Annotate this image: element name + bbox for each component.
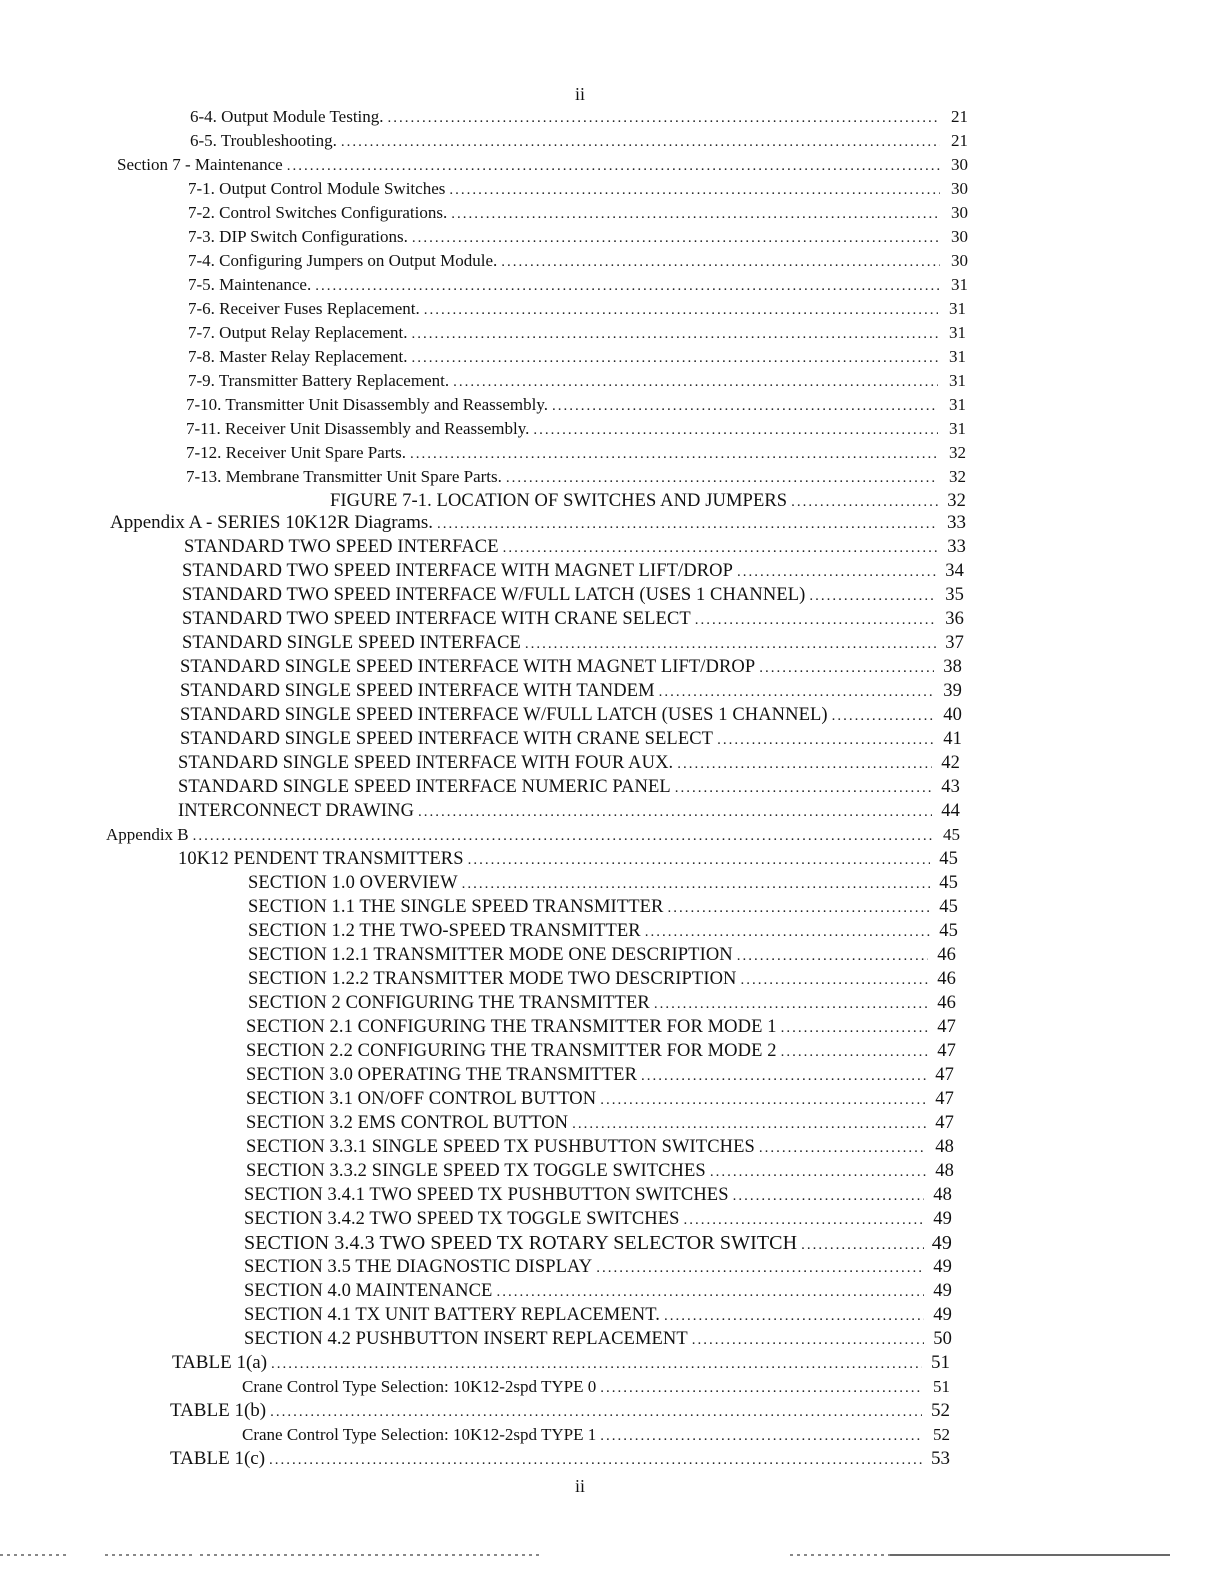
dot-leader: [600, 1089, 926, 1111]
dot-leader: [684, 1209, 924, 1231]
toc-entry-page: 51: [933, 1377, 950, 1396]
toc-entry: [172, 1352, 950, 1374]
toc-entry-page: 31: [951, 275, 968, 294]
toc-entry-page: 41: [943, 729, 962, 749]
header-page-number: ii: [574, 84, 585, 104]
toc-entry-page: 32: [949, 443, 966, 462]
toc-entry: [180, 680, 962, 702]
toc-entry: [248, 944, 956, 966]
dot-leader: [733, 1185, 924, 1207]
toc-entry-page: 32: [949, 467, 966, 486]
dot-leader: [451, 203, 940, 225]
toc-entry: [182, 584, 964, 606]
dot-leader: [410, 443, 938, 465]
dot-leader: [664, 1305, 924, 1327]
toc-entry-page: 31: [949, 299, 966, 318]
toc-entry-page: 35: [945, 585, 964, 605]
toc-entry: [178, 776, 960, 798]
toc-entry-page: 45: [943, 825, 960, 844]
toc-entry-page: 31: [949, 371, 966, 390]
toc-entry-page: 31: [949, 419, 966, 438]
dot-leader: [193, 825, 932, 847]
toc-entry-label: Crane Control Type Selection: 10K12-2spd TYPE 1: [242, 1425, 597, 1444]
toc-entry-label: STANDARD TWO SPEED INTERFACE WITH CRANE SELECT: [182, 609, 691, 629]
toc-entry-label: 10K12 PENDENT TRANSMITTERS: [178, 849, 464, 869]
toc-entry-label: 7-12. Receiver Unit Spare Parts.: [186, 443, 406, 462]
toc-entry-page: 38: [943, 657, 962, 677]
dot-leader: [496, 1281, 924, 1303]
toc-entry: [178, 800, 960, 822]
dot-leader: [412, 227, 940, 249]
toc-entry-label: STANDARD TWO SPEED INTERFACE W/FULL LATCH (USES 1 CHANNEL): [182, 585, 806, 605]
toc-entry-label: SECTION 4.2 PUSHBUTTON INSERT REPLACEMENT: [244, 1329, 688, 1349]
toc-entry-label: STANDARD TWO SPEED INTERFACE WITH MAGNET LIFT/DROP: [182, 561, 733, 581]
toc-entry-label: 7-1. Output Control Module Switches: [188, 179, 446, 198]
toc-entry-label: 7-2. Control Switches Configurations.: [188, 203, 448, 222]
toc-entry-label: Section 7 - Maintenance: [117, 155, 283, 174]
toc-entry: [182, 560, 964, 582]
toc-entry: [188, 322, 966, 344]
dot-leader: [809, 585, 936, 607]
toc-entry-label: SECTION 1.2.1 TRANSMITTER MODE ONE DESCRIPTION: [248, 945, 733, 965]
toc-entry: [188, 250, 968, 272]
toc-entry-page: 40: [943, 705, 962, 725]
dot-leader: [710, 1161, 926, 1183]
toc-entry-label: TABLE 1(c): [170, 1448, 266, 1469]
dot-leader: [781, 1017, 928, 1039]
dot-leader: [418, 801, 932, 823]
dot-leader: [801, 1234, 924, 1256]
dot-leader: [737, 561, 936, 583]
dot-leader: [572, 1113, 926, 1135]
toc-entry: [244, 1304, 952, 1326]
toc-entry: [186, 466, 966, 488]
toc-entry: [246, 1112, 954, 1134]
toc-entry: [182, 632, 964, 654]
toc-entry-page: 42: [941, 753, 960, 773]
toc-entry: [184, 536, 966, 558]
toc-entry: [190, 130, 968, 152]
toc-entry-label: SECTION 3.4.2 TWO SPEED TX TOGGLE SWITCHES: [244, 1209, 680, 1229]
toc-entry: [188, 178, 968, 200]
toc-entry: [244, 1184, 952, 1206]
dot-leader: [525, 633, 936, 655]
dot-leader: [271, 1353, 922, 1375]
toc-entry: [188, 298, 966, 320]
toc-entry-page: 47: [937, 1041, 956, 1061]
dot-leader: [412, 323, 938, 345]
toc-entry: [242, 1424, 950, 1446]
toc-entry-label: Appendix B: [106, 825, 189, 844]
toc-entry: [246, 1136, 954, 1158]
toc-entry-page: 46: [937, 993, 956, 1013]
toc-entry-label: SECTION 3.5 THE DIAGNOSTIC DISPLAY: [244, 1257, 593, 1277]
toc-entry-label: SECTION 3.1 ON/OFF CONTROL BUTTON: [246, 1089, 597, 1109]
toc-entry-label: 7-10. Transmitter Unit Disassembly and Reassembly.: [186, 395, 549, 414]
toc-entry-page: 30: [951, 227, 968, 246]
toc-entry: [246, 1160, 954, 1182]
dot-leader: [412, 347, 938, 369]
toc-entry: [244, 1232, 952, 1254]
toc-entry-page: 50: [933, 1329, 952, 1349]
toc-entry-page: 52: [931, 1400, 950, 1421]
toc-entry-label: STANDARD SINGLE SPEED INTERFACE WITH TANDEM: [180, 681, 655, 701]
dot-leader: [437, 513, 938, 535]
dot-leader: [315, 275, 940, 297]
toc-entry-label: STANDARD SINGLE SPEED INTERFACE: [182, 633, 521, 653]
toc-entry-label: 6-5. Troubleshooting.: [190, 131, 337, 150]
toc-entry-page: 44: [941, 801, 960, 821]
toc-entry-label: FIGURE 7-1. LOCATION OF SWITCHES AND JUMPERS: [330, 491, 788, 511]
dot-leader: [341, 131, 940, 153]
toc-entry-label: SECTION 1.2 THE TWO-SPEED TRANSMITTER: [248, 921, 641, 941]
toc-entry-page: 51: [931, 1352, 950, 1373]
toc-entry-label: SECTION 3.3.2 SINGLE SPEED TX TOGGLE SWITCHES: [246, 1161, 706, 1181]
toc-entry: [178, 752, 960, 774]
dot-leader: [269, 1449, 922, 1471]
toc-entry: [186, 394, 966, 416]
toc-entry: [248, 968, 956, 990]
toc-entry: [170, 1400, 950, 1422]
toc-entry-page: 45: [939, 873, 958, 893]
scan-speck: [890, 1554, 1170, 1556]
toc-entry-page: 30: [951, 203, 968, 222]
toc-entry-label: INTERCONNECT DRAWING: [178, 801, 415, 821]
footer-page-number: ii: [574, 1476, 585, 1496]
toc-entry-label: 7-7. Output Relay Replacement.: [188, 323, 408, 342]
toc-entry: [188, 202, 968, 224]
toc-entry: [188, 226, 968, 248]
dot-leader: [781, 1041, 928, 1063]
toc-entry: [246, 1088, 954, 1110]
toc-entry: [246, 1016, 956, 1038]
toc-entry-page: 49: [933, 1305, 952, 1325]
dot-leader: [695, 609, 936, 631]
toc-entry-page: 21: [951, 107, 968, 126]
toc-entry-label: 6-4. Output Module Testing.: [190, 107, 384, 126]
toc-entry: [188, 274, 968, 296]
dot-leader: [533, 419, 938, 441]
dot-leader: [501, 251, 940, 273]
dot-leader: [270, 1401, 922, 1423]
scan-speck: [105, 1554, 195, 1556]
toc-entry-label: SECTION 4.0 MAINTENANCE: [244, 1281, 493, 1301]
toc-entry-page: 31: [949, 347, 966, 366]
toc-entry: [330, 490, 966, 512]
dot-leader: [692, 1329, 924, 1351]
dot-leader: [453, 371, 938, 393]
dot-leader: [468, 849, 930, 871]
toc-entry-label: SECTION 4.1 TX UNIT BATTERY REPLACEMENT.: [244, 1305, 660, 1325]
dot-leader: [832, 705, 934, 727]
toc-entry: [190, 106, 968, 128]
toc-entry: [244, 1328, 952, 1350]
toc-entry-page: 32: [947, 491, 966, 511]
toc-entry: [242, 1376, 950, 1398]
dot-leader: [462, 873, 930, 895]
toc-entry-page: 37: [945, 633, 964, 653]
toc-entry: [186, 442, 966, 464]
toc-entry-page: 48: [935, 1161, 954, 1181]
scan-speck: [790, 1554, 890, 1556]
toc-entry: [248, 920, 958, 942]
toc-entry: [188, 370, 966, 392]
toc-entry-page: 43: [941, 777, 960, 797]
toc-entry-label: TABLE 1(b): [170, 1400, 267, 1421]
toc-entry-page: 47: [935, 1113, 954, 1133]
dot-leader: [287, 155, 940, 177]
dot-leader: [596, 1257, 924, 1279]
toc-entry-page: 49: [933, 1281, 952, 1301]
toc-entry: [248, 992, 956, 1014]
toc-entry: [106, 824, 960, 846]
toc-entry-label: 7-5. Maintenance.: [188, 275, 312, 294]
toc-entry-page: 33: [947, 512, 966, 533]
toc-entry-label: Crane Control Type Selection: 10K12-2spd TYPE 0: [242, 1377, 597, 1396]
toc-entry-label: 7-4. Configuring Jumpers on Output Module.: [188, 251, 498, 270]
toc-entry: [180, 728, 962, 750]
toc-entry-page: 21: [951, 131, 968, 150]
toc-entry: [186, 418, 966, 440]
toc-entry-page: 39: [943, 681, 962, 701]
toc-entry: [244, 1208, 952, 1230]
toc-entry: [248, 872, 958, 894]
toc-entry-page: 33: [947, 537, 966, 557]
toc-entry: [248, 896, 958, 918]
toc-entry-label: 7-13. Membrane Transmitter Unit Spare Parts.: [186, 467, 502, 486]
toc-entry-label: 7-8. Master Relay Replacement.: [188, 347, 408, 366]
toc-entry-label: STANDARD TWO SPEED INTERFACE: [184, 537, 499, 557]
dot-leader: [654, 993, 928, 1015]
toc-entry: [117, 154, 968, 176]
toc-entry: [178, 848, 958, 870]
toc-entry-label: 7-9. Transmitter Battery Replacement.: [188, 371, 450, 390]
toc-entry: [180, 656, 962, 678]
scan-edge-artifacts: [0, 1554, 1224, 1558]
toc-entry-page: 31: [949, 395, 966, 414]
dot-leader: [667, 897, 930, 919]
dot-leader: [791, 491, 938, 513]
dot-leader: [449, 179, 940, 201]
dot-leader: [759, 657, 934, 679]
dot-leader: [659, 681, 934, 703]
dot-leader: [552, 395, 938, 417]
dot-leader: [503, 537, 938, 559]
dot-leader: [677, 753, 932, 775]
toc-entry-page: 34: [945, 561, 964, 581]
toc-entry: [170, 1448, 950, 1470]
dot-leader: [741, 969, 928, 991]
scan-speck: [200, 1554, 540, 1556]
toc-entry-page: 47: [935, 1089, 954, 1109]
toc-entry-page: 46: [937, 945, 956, 965]
toc-entry-page: 45: [939, 849, 958, 869]
toc-entry: [246, 1064, 954, 1086]
toc-entry-page: 48: [935, 1137, 954, 1157]
toc-entry-label: STANDARD SINGLE SPEED INTERFACE WITH MAGNET LIFT/DROP: [180, 657, 756, 677]
toc-entry: [188, 346, 966, 368]
scan-speck: [0, 1554, 70, 1556]
toc-entry: [246, 1040, 956, 1062]
dot-leader: [600, 1425, 922, 1447]
toc-entry-label: 7-11. Receiver Unit Disassembly and Reassembly.: [186, 419, 530, 438]
toc-entry-page: 31: [949, 323, 966, 342]
toc-entry: [110, 512, 966, 534]
toc-entry-page: 45: [939, 921, 958, 941]
toc-entry-page: 30: [951, 155, 968, 174]
toc-entry-label: 7-3. DIP Switch Configurations.: [188, 227, 408, 246]
toc-entry-page: 49: [931, 1232, 952, 1254]
toc-entry-page: 49: [933, 1257, 952, 1277]
toc-entry-page: 52: [933, 1425, 950, 1444]
toc-entry-label: SECTION 2.1 CONFIGURING THE TRANSMITTER FOR MODE 1: [246, 1017, 777, 1037]
toc-entry-label: STANDARD SINGLE SPEED INTERFACE W/FULL LATCH (USES 1 CHANNEL): [180, 705, 828, 725]
toc-entry: [244, 1280, 952, 1302]
dot-leader: [424, 299, 938, 321]
toc-entry-page: 36: [945, 609, 964, 629]
toc-entry: [180, 704, 962, 726]
toc-entry-label: Appendix A - SERIES 10K12R Diagrams.: [110, 512, 433, 533]
dot-leader: [506, 467, 938, 489]
toc-entry-label: 7-6. Receiver Fuses Replacement.: [188, 299, 420, 318]
toc-entry-label: STANDARD SINGLE SPEED INTERFACE WITH CRANE SELECT: [180, 729, 714, 749]
dot-leader: [600, 1377, 922, 1399]
toc-entry-label: SECTION 3.2 EMS CONTROL BUTTON: [246, 1113, 569, 1133]
toc-entry-page: 46: [937, 969, 956, 989]
dot-leader: [645, 921, 930, 943]
dot-leader: [759, 1137, 926, 1159]
toc-entry-label: STANDARD SINGLE SPEED INTERFACE WITH FOUR AUX.: [178, 753, 674, 773]
toc-entry-page: 47: [937, 1017, 956, 1037]
dot-leader: [388, 107, 940, 129]
toc-entry-page: 49: [933, 1209, 952, 1229]
toc-entry-label: SECTION 3.0 OPERATING THE TRANSMITTER: [246, 1065, 638, 1085]
toc-entry-page: 30: [951, 251, 968, 270]
toc-entry-label: SECTION 3.4.3 TWO SPEED TX ROTARY SELECTOR SWITCH: [244, 1232, 798, 1254]
toc-entry-page: 47: [935, 1065, 954, 1085]
toc-entry-label: SECTION 3.3.1 SINGLE SPEED TX PUSHBUTTON SWITCHES: [246, 1137, 755, 1157]
toc-entry-page: 53: [931, 1448, 950, 1469]
toc-entry-label: SECTION 2 CONFIGURING THE TRANSMITTER: [248, 993, 650, 1013]
toc-entry-label: SECTION 1.1 THE SINGLE SPEED TRANSMITTER: [248, 897, 664, 917]
toc-entry-label: SECTION 1.2.2 TRANSMITTER MODE TWO DESCRIPTION: [248, 969, 737, 989]
toc-entry-label: SECTION 3.4.1 TWO SPEED TX PUSHBUTTON SWITCHES: [244, 1185, 729, 1205]
dot-leader: [737, 945, 928, 967]
toc-entry-label: SECTION 2.2 CONFIGURING THE TRANSMITTER FOR MODE 2: [246, 1041, 777, 1061]
dot-leader: [675, 777, 932, 799]
toc-entry-page: 48: [933, 1185, 952, 1205]
toc-entry: [244, 1256, 952, 1278]
toc-entry-page: 30: [951, 179, 968, 198]
dot-leader: [641, 1065, 926, 1087]
toc-entry-label: STANDARD SINGLE SPEED INTERFACE NUMERIC PANEL: [178, 777, 671, 797]
toc-entry-label: SECTION 1.0 OVERVIEW: [248, 873, 458, 893]
dot-leader: [717, 729, 934, 751]
toc-entry-label: TABLE 1(a): [172, 1352, 268, 1373]
toc-entry: [182, 608, 964, 630]
toc-entry-page: 45: [939, 897, 958, 917]
